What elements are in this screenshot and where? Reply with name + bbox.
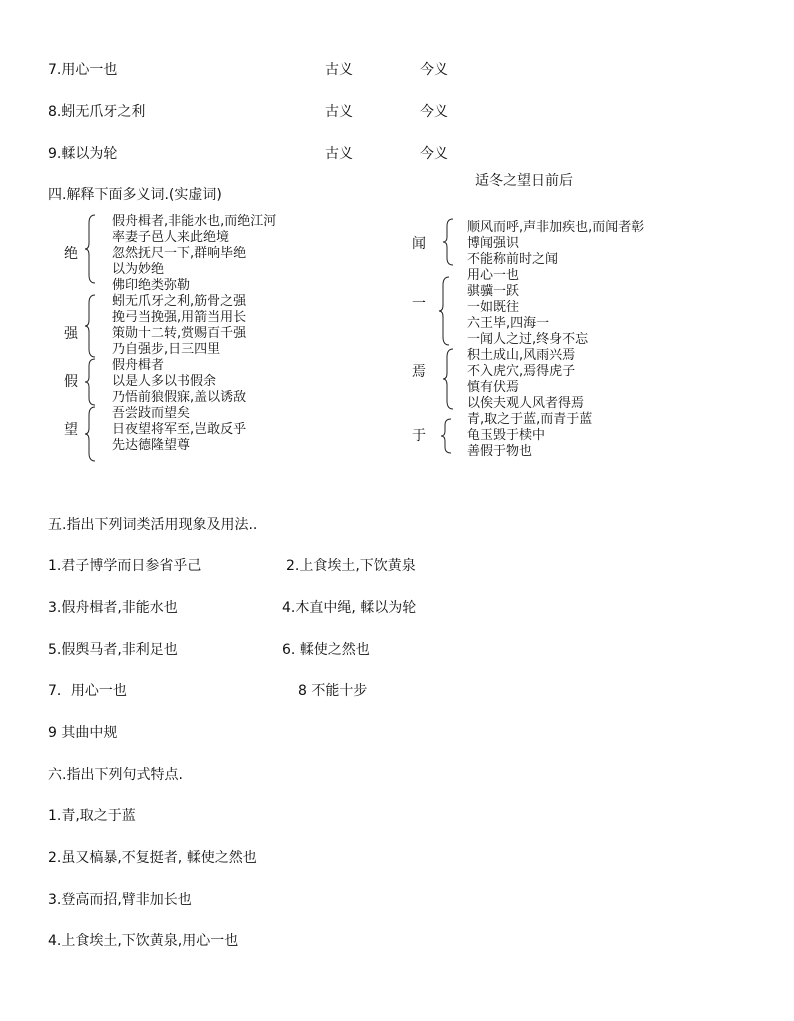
polysemy-example: 率妻子邑人来此绝境 (112, 230, 230, 245)
polysemy-example: 假舟楫者 (112, 358, 165, 373)
polysemy-example: 蚓无爪牙之利,筋骨之强 (112, 294, 247, 309)
polysemy-example: 佛印绝类弥勒 (112, 278, 191, 293)
polysemy-example: 一如既往 (467, 300, 520, 315)
polysemy-example: 龟玉毁于椟中 (467, 428, 546, 443)
jin-yi-label: 今义 (420, 104, 448, 120)
polysemy-example: 不能称前时之闻 (467, 252, 559, 267)
polysemy-example: 善假于物也 (467, 444, 533, 459)
polysemy-char-wang: 望 (64, 422, 78, 438)
polysemy-example: 骐骥一跃 (467, 284, 520, 299)
sentence-item: 4.上食埃土,下饮黄泉,用心一也 (48, 933, 239, 949)
huoyong-item: 1.君子博学而日参省乎己 (48, 558, 202, 574)
polysemy-example: 吾尝跂而望矣 (112, 406, 191, 421)
polysemy-example: 先达德隆望尊 (112, 438, 191, 453)
polysemy-example: 不入虎穴,焉得虎子 (467, 364, 576, 379)
huoyong-item: 7．用心一也 (48, 683, 127, 699)
huoyong-item: 8 不能十步 (298, 683, 368, 699)
polysemy-example: 假舟楫者,非能水也,而绝江河 (112, 214, 277, 229)
corner-note: 适冬之望日前后 (475, 173, 573, 189)
polysemy-example: 积土成山,风雨兴焉 (467, 348, 576, 363)
gu-yi-label: 古义 (325, 104, 353, 120)
section-5-title: 五.指出下列词类活用现象及用法.. (48, 517, 258, 533)
polysemy-example: 乃自强步,日三四里 (112, 342, 221, 357)
curly-brace (438, 276, 452, 346)
polysemy-example: 青,取之于蓝,而青于蓝 (467, 412, 593, 427)
huoyong-item: 2.上食埃土,下饮黄泉 (286, 558, 416, 574)
polysemy-example: 一闻人之过,终身不忘 (467, 332, 589, 347)
polysemy-example: 忽然抚尺一下,群响毕绝 (112, 246, 247, 261)
polysemy-example: 慎有伏焉 (467, 380, 520, 395)
polysemy-char-yu: 于 (412, 428, 426, 444)
curly-brace (84, 294, 98, 358)
jin-yi-label: 今义 (420, 146, 448, 162)
gujin-item-8: 8.蚓无爪牙之利 (48, 104, 146, 120)
polysemy-char-jue: 绝 (64, 246, 78, 262)
polysemy-char-jia: 假 (64, 374, 78, 390)
polysemy-char-yi: 一 (412, 296, 426, 312)
polysemy-example: 以是人多以书假余 (112, 374, 217, 389)
curly-brace (440, 418, 454, 454)
gu-yi-label: 古义 (325, 146, 353, 162)
section-6-title: 六.指出下列句式特点. (48, 767, 183, 783)
polysemy-example: 以为妙绝 (112, 262, 165, 277)
huoyong-item: 6. 輮使之然也 (282, 642, 370, 658)
curly-brace (442, 218, 456, 266)
polysemy-example: 策勋十二转,赏赐百千强 (112, 326, 247, 341)
curly-brace (84, 406, 98, 462)
polysemy-char-qiang: 强 (64, 326, 78, 342)
polysemy-example: 顺风而呼,声非加疾也,而闻者彰 (467, 220, 645, 235)
curly-brace (84, 358, 98, 406)
curly-brace (442, 348, 456, 410)
jin-yi-label: 今义 (420, 62, 448, 78)
sentence-item: 1.青,取之于蓝 (48, 808, 136, 824)
huoyong-item: 5.假舆马者,非利足也 (48, 642, 178, 658)
polysemy-example: 博闻强识 (467, 236, 520, 251)
polysemy-example: 挽弓当挽强,用箭当用长 (112, 310, 247, 325)
polysemy-example: 乃悟前狼假寐,盖以诱敌 (112, 390, 247, 405)
gujin-item-7: 7.用心一也 (48, 62, 118, 78)
curly-brace (84, 214, 98, 284)
polysemy-char-yan: 焉 (412, 364, 426, 380)
huoyong-item: 4.木直中绳, 輮以为轮 (282, 600, 417, 616)
polysemy-example: 日夜望将军至,岂敢反乎 (112, 422, 247, 437)
gujin-item-9: 9.輮以为轮 (48, 146, 118, 162)
polysemy-example: 六王毕,四海一 (467, 316, 550, 331)
polysemy-char-wen: 闻 (412, 236, 426, 252)
gu-yi-label: 古义 (325, 62, 353, 78)
polysemy-example: 以俟夫观人风者得焉 (467, 396, 585, 411)
sentence-item: 3.登高而招,臂非加长也 (48, 892, 192, 908)
huoyong-item: 9 其曲中规 (48, 725, 118, 741)
polysemy-example: 用心一也 (467, 268, 520, 283)
sentence-item: 2.虽又槁暴,不复挺者, 輮使之然也 (48, 850, 257, 866)
huoyong-item: 3.假舟楫者,非能水也 (48, 600, 178, 616)
section-4-title: 四.解释下面多义词.(实虚词) (48, 187, 222, 203)
